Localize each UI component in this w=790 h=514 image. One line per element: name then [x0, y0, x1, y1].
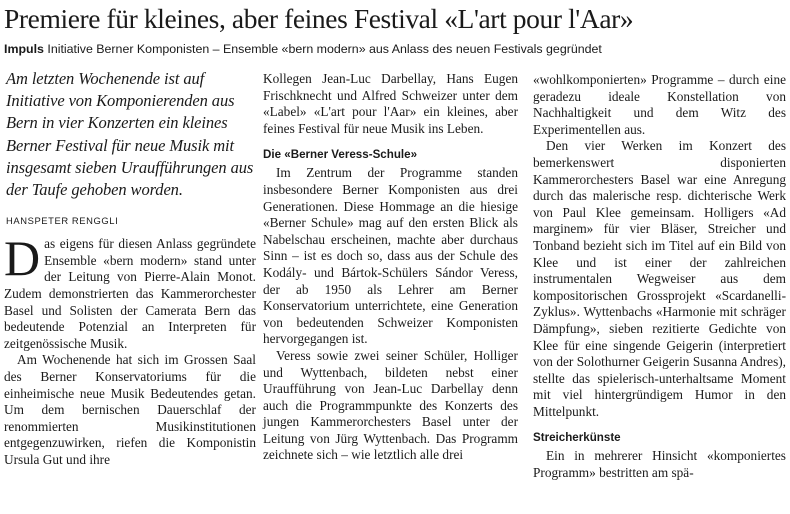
column-3 — [533, 66, 786, 482]
body-paragraph: Kollegen Jean-Luc Darbellay, Hans Eugen Frischknecht und Alfred Schweizer unter dem «Label» «L'art pour l'Aar» ein kleines, aber feines Festival für neue Musik ins Leben. — [263, 71, 518, 136]
body-paragraph — [4, 230, 256, 352]
article-lead: Am letzten Wochenende ist auf Initiative von Komponierenden aus Bern in vier Konzerten ein kleines Berner Festival für neue Musik mit insgesamt sieben Uraufführungen aus der Taufe gehoben worden. — [6, 69, 254, 200]
article-headline: Premiere für kleines, aber feines Festival «L'art pour l'Aar» — [4, 3, 634, 34]
body-paragraph: Den vier Werken im Konzert des bemerkenswert disponierten Kammerorchesters Basel war eine Anregung durch das malerische resp. dichterische Werk von Paul Klee gemeinsam. Holligers «Ad marginem» für vier Bläser, Streicher und Tonband bezieht sich im Titel auf ein Bild von Klee und ist einer der zahlreichen instrumentalen Wegweiser aus dem kompositorischen Grossprojekt «Scardanelli-Zyklus». Wyttenbachs «Harmonie mit schräger Dämpfung», sieben rezitierte Gedichte von Klee für eine singende Geigerin (interpretiert von der Solothurner Geigerin Susanna Andres), stellte das spielerisch-unterhaltsame Moment mit viel hintergründigem Humor in den Mittelpunkt. — [533, 138, 786, 419]
column-1 — [4, 66, 256, 469]
body-paragraph: Veress sowie zwei seiner Schüler, Holliger und Wyttenbach, bildeten nebst einer Uraufführung von Jean-Luc Darbellay denn auch die Programmpunkte des Konzerts des jungen Kammerorchesters Basel unter der Leitung von Jürg Wyttenbach. Das Programm zeichnete sich – wie letztlich alle drei — [263, 347, 518, 463]
paragraph-text: as eigens für diesen Anlass gegründete Ensemble «bern modern» stand unter der Leitung von Pierre-Alain Monot. Zudem demonstrierten das Kammerorchester Basel und Solisten der Camerata Bern das bedeutende Potenzial an Interpreten für zeitgenössische Musik. — [4, 236, 256, 351]
author-byline: HANSPETER RENGGLI — [6, 215, 119, 227]
body-paragraph: «wohlkomponierten» Programme – durch eine geradezu ideale Konstellation von Nachhaltigkeit und dem Witz des Experimentellen aus. — [533, 72, 786, 137]
subline-text: Initiative Berner Komponisten – Ensemble «bern modern» aus Anlass des neuen Festivals gegründet — [43, 42, 602, 56]
article-subline — [4, 41, 786, 57]
body-paragraph: Im Zentrum der Programme standen insbesondere Berner Komponisten aus drei Generationen. Diese Hommage an die hiesige «Berner Schule» mag auf den ersten Blick als Nabelschau erscheinen, machte aber durchaus Sinn – ist es doch so, dass aus der Schule des Kodály- und Bártok-Schülers Sándor Veress, der ab 1950 als Lehrer am Berner Konservatorium unterrichtete, eine Generation von bedeutenden Schweizer Komponisten hervorgegangen ist. — [263, 165, 518, 347]
column-2 — [263, 66, 518, 464]
drop-cap: D — [4, 230, 41, 287]
section-subhead: Die «Berner Veress-Schule» — [263, 148, 418, 162]
body-paragraph: Ein in mehrerer Hinsicht «komponiertes Programm» bestritten am spä- — [533, 448, 786, 481]
body-paragraph: Am Wochenende hat sich im Grossen Saal des Berner Konservatoriums für die einheimische neue Musik Bedeutendes getan. Um dem bernischen Dauerschlaf der renommierten Musikinstitutionen entgegenzuwirken, riefen die Komponistin Ursula Gut und ihre — [4, 352, 256, 467]
subline-kicker: Impuls — [4, 42, 44, 56]
section-subhead: Streicherkünste — [533, 431, 621, 445]
